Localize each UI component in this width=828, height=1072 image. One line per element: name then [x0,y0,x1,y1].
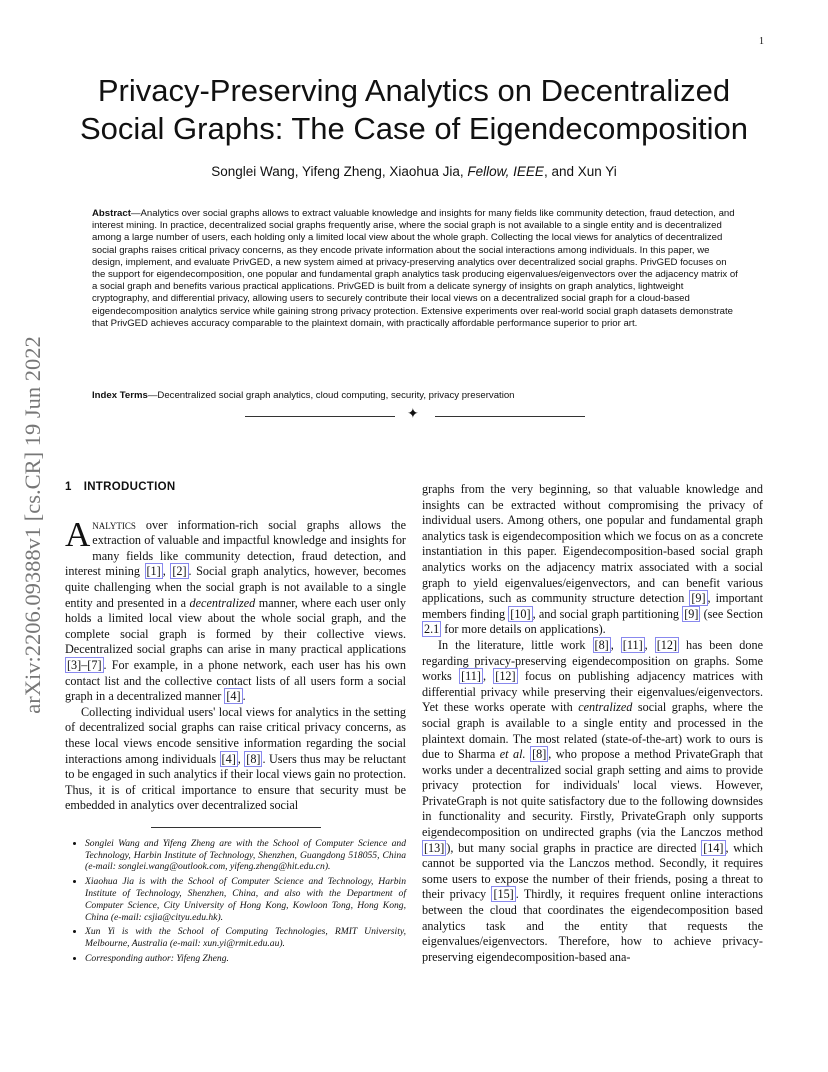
intro-paragraph-2 [65,705,406,814]
text: . Thirdly, it requires frequent online interactions between the cloud that coordinates the eigendecomposition based analytics task and the entity that requests the eigenvalues/eigenvectors. Therefore, how to achieve privacy-preserving eigendecomposition-based ana- [422,887,763,964]
section-reference-link[interactable]: 2.1 [424,622,440,637]
footnote-item: • Corresponding author: Yifeng Zheng. [85,953,406,965]
citation-link[interactable]: [9] [684,606,699,621]
text: , [237,751,245,766]
text: manner, where each user only holds a limited local view about the whole social graph, and the complete social graph is formed by their collective views. Decentralized social graphs can arise in many practical applications [65,595,406,657]
text: social graphs, where the social graph is available to a single entity and processed in the plaintext domain. The most related (state-of-the-art) work to ours is due to Sharma [422,700,763,762]
text: (see Section [700,606,763,621]
dropcap: A [65,514,91,554]
citation-link[interactable]: [8] [246,751,261,766]
citation-link[interactable]: [12] [495,669,516,684]
citation-link[interactable]: [9] [691,591,706,606]
page-number: 1 [759,36,764,47]
citation-link[interactable]: [4] [221,751,236,766]
text: . Users thus may be reluctant to be engaged in such analytics if their local views gain no protection. Thus, it is of critical importance to ensure that security must be embedded in analytics over decentralized social [65,751,406,813]
section-divider [245,406,585,422]
citation-link[interactable]: [15] [493,887,514,902]
text: , which cannot be supported via the Lanczos method. Secondly, it requires some users to expose the number of their friends, posing a threat to their privacy [422,840,764,902]
citation-link[interactable]: [11] [461,669,481,684]
author-fellow: Fellow, IEEE [467,164,544,179]
divider-line-left [245,416,395,417]
text: . Social graph analytics, however, becomes quite challenging when the social graph is not available to a single entity and presented in a [65,564,407,610]
section-title: INTRODUCTION [83,481,176,493]
text: , [644,637,655,652]
emphasis: decentralized [189,595,256,610]
right-column [422,482,763,965]
citation-link[interactable]: [4] [226,689,241,704]
citation-link[interactable]: [11] [622,637,643,652]
author-names-1: Songlei Wang, Yifeng Zheng, Xiaohua Jia, [211,164,468,179]
footnote-item: • Xiaohua Jia is with the School of Computer Science and Technology, Harbin Institute of Technology, Shenzhen, China, and also with the Department of Computer Science, City University of Hong Kong, Kowloon Tong, Hong Kong, China (e-mail: csjia@cityu.edu.hk). [85,876,406,923]
text: , [610,637,621,652]
text: , [482,669,494,684]
text: , [162,564,171,579]
intro-paragraph-4 [422,638,763,965]
intro-paragraph-3 [422,482,763,638]
text: . [242,689,246,704]
footnotes [65,838,406,965]
text: Collecting individual users' local views for analytics in the setting of decentralized social graphs can raise critical privacy concerns, as these local views encode sensitive information regarding the social interactions among individuals [65,704,406,766]
index-terms [92,390,738,401]
text: . For example, in a phone network, each user has his own contact list and the collective contact lists of all users form a social graph in a decentralized manner [65,657,406,704]
text: , and social graph partitioning [532,606,683,621]
footnote-item: • Xun Yi is with the School of Computing Technologies, RMIT University, Melbourne, Australia (e-mail: xun.yi@rmit.edu.au). [85,926,406,950]
citation-link[interactable]: [10] [510,606,531,621]
footnote-rule [151,827,321,828]
abstract-text: —Analytics over social graphs allows to extract valuable knowledge and insights for many fields like community detection, fraud detection, and interest mining. In practice, decentralized social graphs frequently arise, where the social graph is not available to a single entity and is decentralized among a large number of users, each holding only a limited local view about the whole graph. Collecting the local views for analytics of decentralized social graphs raises critical privacy concerns, as they encode private information about the social interactions among individuals. In this paper, we design, implement, and evaluate PrivGED, a new system aimed at privacy-preserving analytics over decentralized social graphs. PrivGED focuses on the support for eigendecomposition, one popular and fundamental graph analytics task producing eigenvalues/eigenvectors over the adjacency matrix of a social graph and benefits various practical applications. PrivGED is built from a delicate synergy of insights on graph analytics, lightweight cryptography, and differential privacy, allowing users to securely contribute their local views on a decentralized social graph for a cloud-based eigendecomposition analytics service while gaining strong privacy protection. Extensive experiments over real-world social graph datasets demonstrate that PrivGED achieves accuracy comparable to the plaintext domain, with practically affordable performance superior to prior art. [92,208,738,329]
author-list [56,164,772,179]
citation-link[interactable]: [8] [532,747,547,762]
citation-link[interactable]: [14] [703,840,724,855]
text: graphs from the very beginning, so that valuable knowledge and insights can be extracted without compromising the privacy of individual users. Among others, one popular and fundamental graph analytics task is eigendecomposition which we focus on as a concrete instantiation in this paper. Eigendecomposition-based social graph analytics works on the adjacency matrix associated with a social graph to yield eigenvalues/eigenvectors, and can benefit various applications, such as community structure detection [422,482,763,606]
author-names-2: , and Xun Yi [543,164,617,179]
index-terms-label: Index Terms [92,390,148,401]
left-column [65,480,406,968]
arxiv-identifier [21,290,45,760]
title-line-2: Social Graphs: The Case of Eigendecomposition [79,111,749,146]
text: , who propose a method PrivateGraph that works under a decentralized social graph setting and aims to provide privacy protection for individuals' local views. However, PrivateGraph is not quite satisfactory due to the following downsides in functionality and security. Firstly, PrivateGraph only supports eigendecomposition on undirected graphs (via the Lanczos method [422,747,764,840]
text: , important members finding [422,591,763,621]
text: over information-rich social graphs allows the extraction of valuable and impactful knowledge and insights for many fields like community detection, fraud detection, and interest mining [65,517,406,579]
text: ), but many social graphs in practice are directed [446,840,702,855]
citation-link[interactable]: [8] [594,637,609,652]
index-terms-text: —Decentralized social graph analytics, cloud computing, security, privacy preservation [147,390,515,401]
text: focus on publishing adjacency matrices with differential privacy while preserving their eigenvalues/eigenvectors. Yet these works operate with [422,669,764,715]
intro-paragraph-1 [65,514,407,705]
section-heading [65,480,406,496]
title-line-1: Privacy-Preserving Analytics on Decentralized [97,73,731,108]
text: has been done regarding privacy-preserving eigendecomposition on graphs. Some works [422,637,764,684]
footnote-item: • Songlei Wang and Yifeng Zheng are with the School of Computer Science and Technology, Harbin Institute of Technology, Shenzhen, Guangdong 518055, China (e-mail: songlei.wang@outlook.com, yifeng.zheng@hit.edu.cn). [85,838,406,873]
emphasis: et al. [499,747,526,762]
text: for more details on applications). [441,622,606,637]
abstract [92,208,738,330]
divider-line-right [435,416,585,417]
diamond-icon: ✦ [407,406,419,422]
text: In the literature, little work [438,637,593,652]
arxiv-identifier-text: arXiv:2206.09388v1 [cs.CR] 19 Jun 2022 [20,336,45,714]
citation-link[interactable]: [2] [172,564,187,579]
abstract-label: Abstract [92,208,131,219]
citation-link[interactable]: [3]–[7] [67,657,102,672]
citation-link[interactable]: [12] [656,637,678,652]
paper-title [56,72,772,148]
lead-word: nalytics [92,517,136,532]
citation-link[interactable]: [13] [424,840,445,855]
section-number: 1 [65,481,72,493]
emphasis: centralized [578,700,633,715]
citation-link[interactable]: [1] [146,564,161,579]
